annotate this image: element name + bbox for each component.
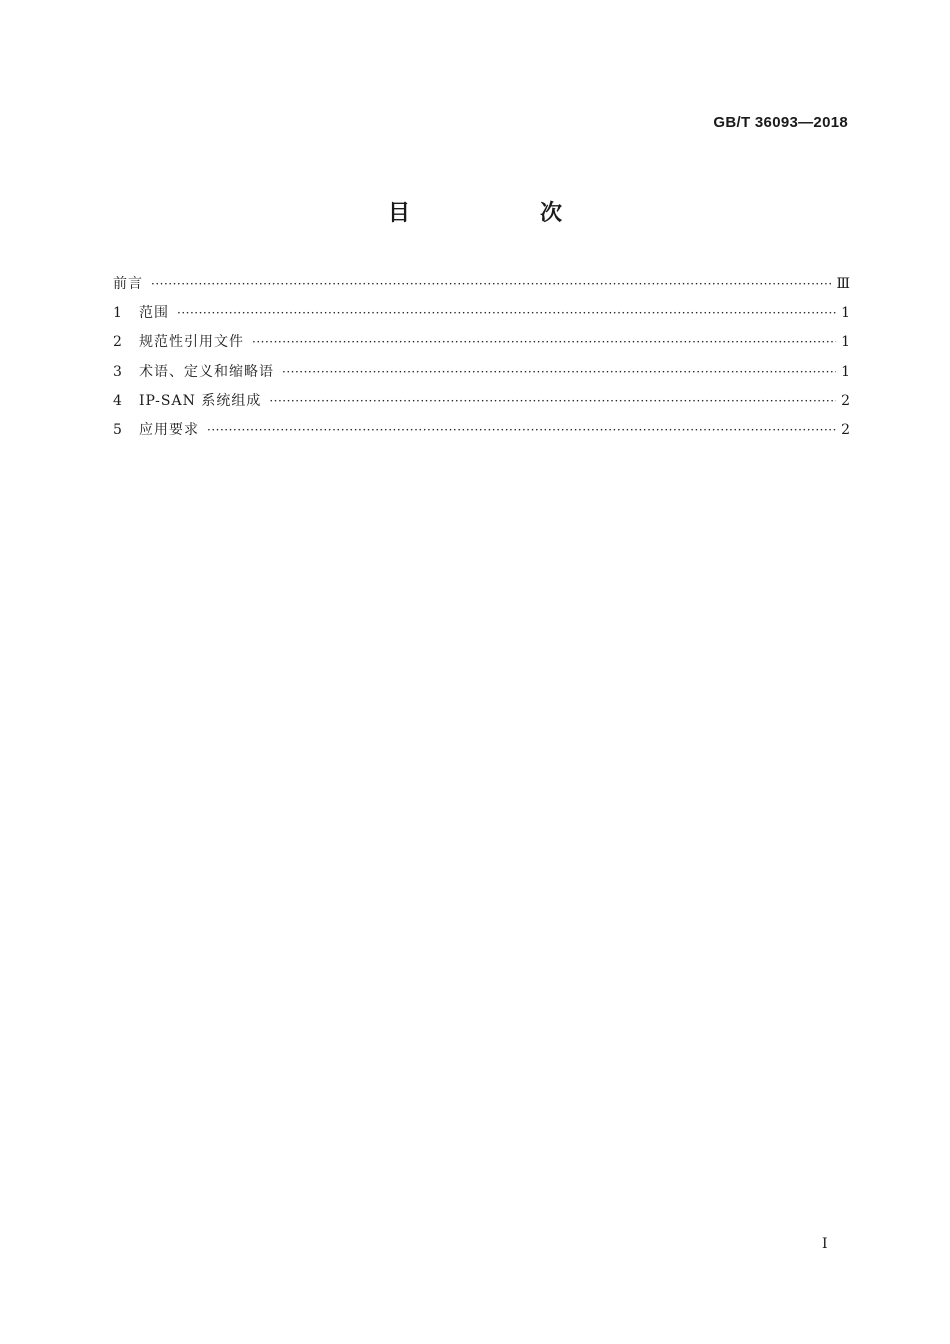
table-of-contents <box>113 274 850 449</box>
toc-entry-terms-definitions[interactable] <box>113 362 850 391</box>
toc-entry-foreword[interactable] <box>113 274 850 303</box>
toc-leader-dots <box>151 274 832 294</box>
toc-entry-page: 2 <box>841 421 850 438</box>
toc-entry-number: 5 <box>113 421 122 438</box>
toc-entry-label: 前言 <box>113 276 143 292</box>
toc-leader-dots <box>177 303 836 323</box>
toc-entry-page: Ⅲ <box>836 276 850 292</box>
toc-entry-label: 范围 <box>139 305 169 322</box>
toc-leader-dots <box>207 420 836 440</box>
toc-entry-page: 1 <box>841 305 850 322</box>
toc-entry-label: IP-SAN 系统组成 <box>139 392 262 409</box>
toc-entry-application-requirements[interactable] <box>113 420 850 449</box>
toc-entry-label: 应用要求 <box>139 421 199 438</box>
toc-entry-page: 2 <box>841 392 850 409</box>
toc-entry-normative-references[interactable] <box>113 332 850 361</box>
toc-entry-label: 术语、定义和缩略语 <box>139 363 274 380</box>
toc-leader-dots <box>252 332 836 352</box>
toc-entry-number: 2 <box>113 334 122 351</box>
page-title: 目 次 <box>387 201 616 226</box>
toc-entry-page: 1 <box>841 334 850 351</box>
toc-entry-number: 1 <box>113 305 122 322</box>
standard-code: GB/T 36093—2018 <box>713 114 848 131</box>
toc-leader-dots <box>269 391 836 411</box>
toc-entry-number: 4 <box>113 392 122 409</box>
toc-entry-scope[interactable] <box>113 303 850 332</box>
toc-entry-number: 3 <box>113 363 122 380</box>
page-number: I <box>822 1236 828 1252</box>
toc-entry-ip-san-composition[interactable] <box>113 391 850 420</box>
toc-entry-page: 1 <box>841 363 850 380</box>
toc-entry-label: 规范性引用文件 <box>139 334 244 351</box>
toc-leader-dots <box>282 362 836 382</box>
